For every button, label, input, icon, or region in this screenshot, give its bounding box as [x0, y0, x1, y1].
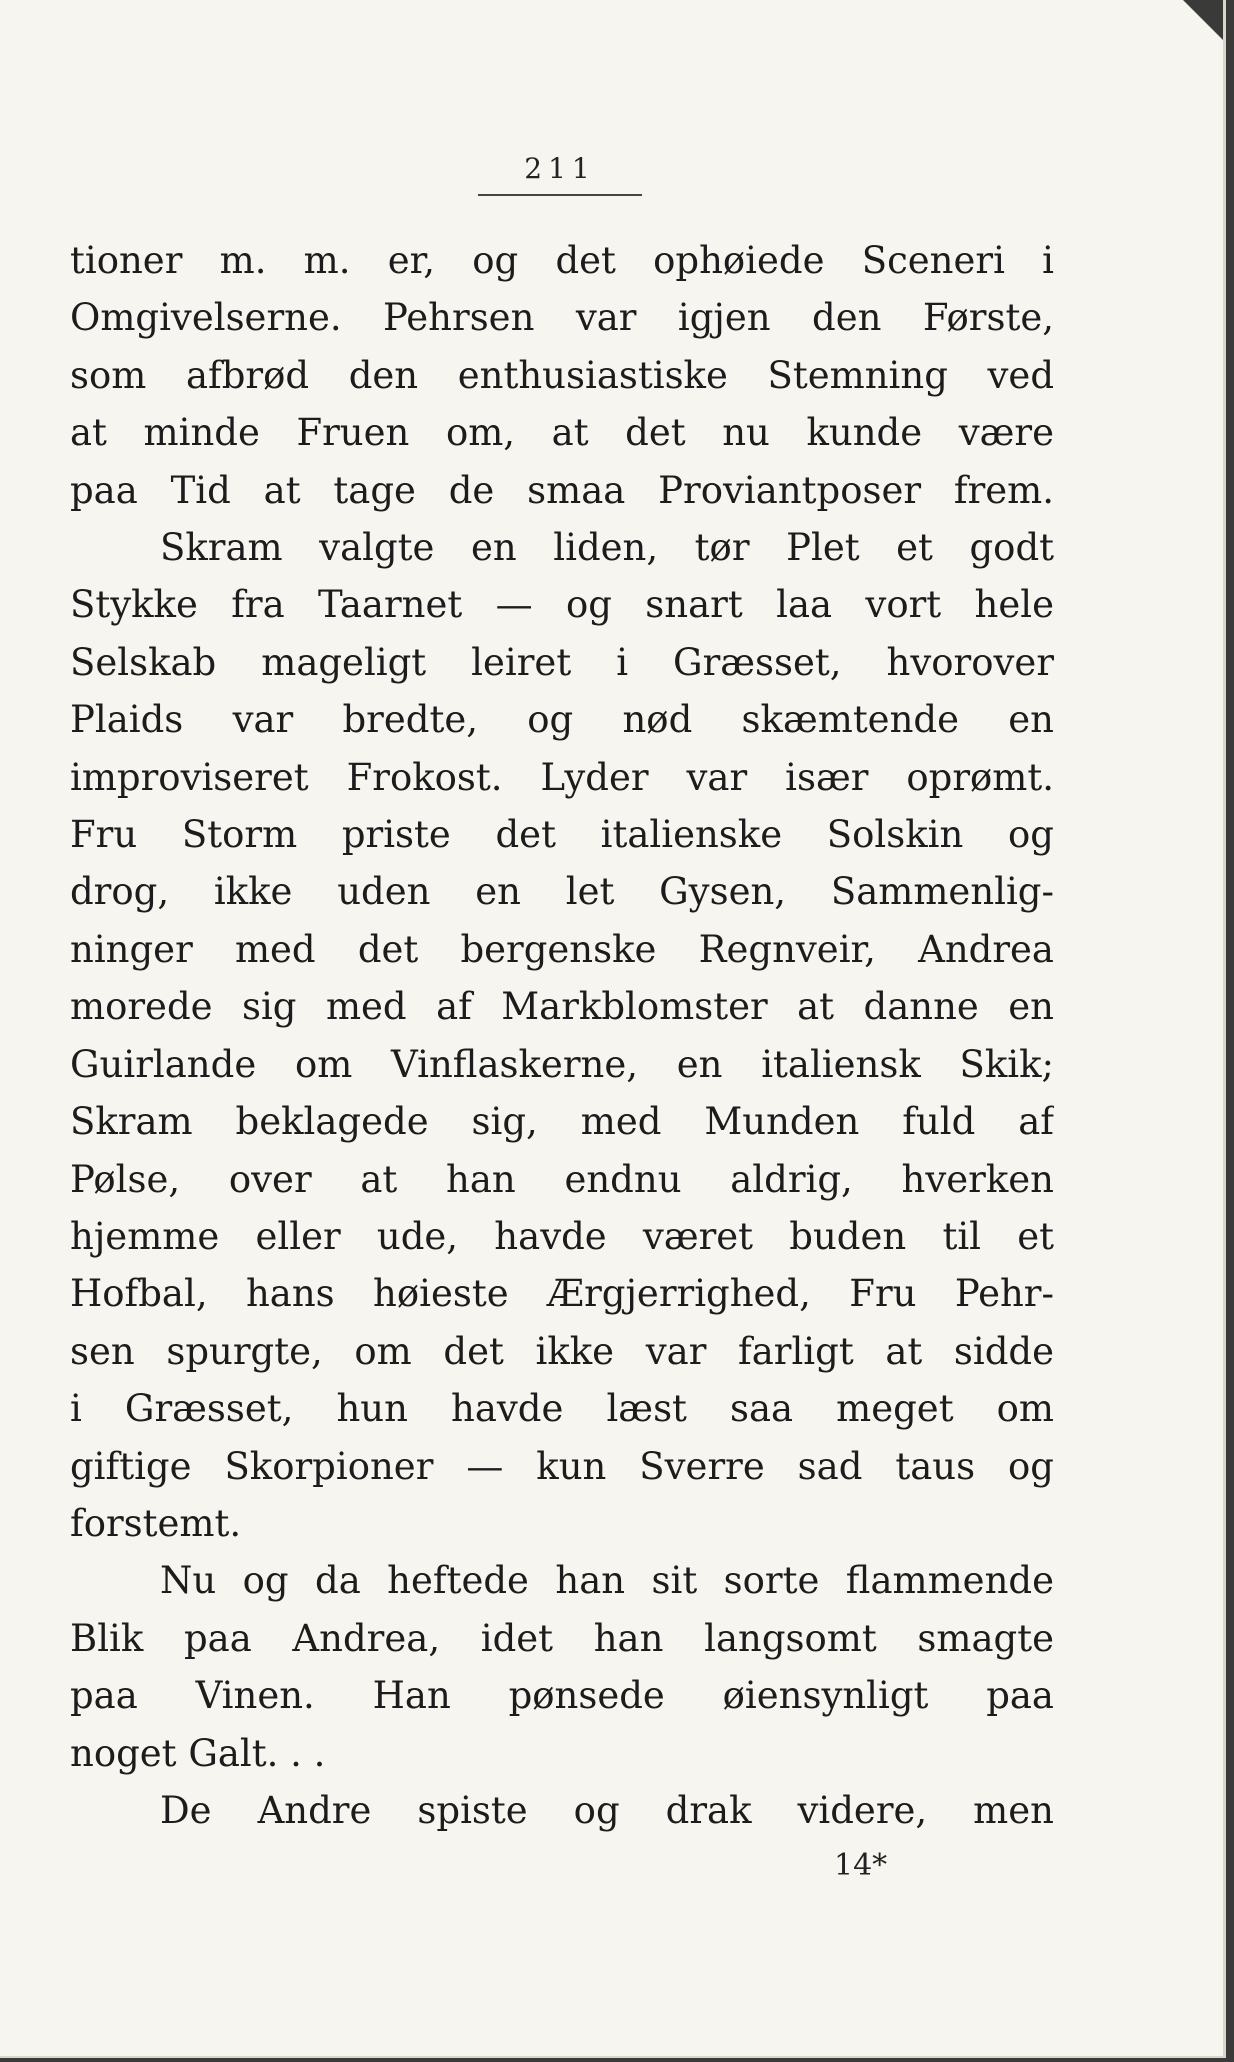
text-line: Skram valgte en liden, tør Plet et godt: [160, 526, 1054, 570]
text-line: Blik paa Andrea, idet han langsomt smagte: [70, 1616, 1054, 1660]
text-line: improviseret Frokost. Lyder var især oprømt.: [70, 755, 1054, 799]
page-number: 211: [524, 152, 596, 185]
text-line: paa Vinen. Han pønsede øiensynligt paa: [70, 1674, 1054, 1718]
text-line: som afbrød den enthusiastiske Stemning ved: [70, 353, 1054, 397]
body-text: [70, 232, 1054, 1839]
text-line: Hofbal, hans høieste Ærgjerrighed, Fru Pehr-: [70, 1272, 1054, 1316]
text-line: Plaids var bredte, og nød skæmtende en: [70, 698, 1054, 742]
text-line: forstemt.: [70, 1501, 242, 1545]
text-line: Fru Storm priste det italienske Solskin og: [70, 813, 1054, 857]
text-line: Guirlande om Vinflaskerne, en italiensk Skik;: [70, 1042, 1054, 1086]
text-line: Stykke fra Taarnet — og snart laa vort hele: [70, 583, 1054, 627]
text-line: hjemme eller ude, havde været buden til et: [70, 1214, 1054, 1258]
text-line: giftige Skorpioner — kun Sverre sad taus og: [70, 1444, 1054, 1488]
text-line: at minde Fruen om, at det nu kunde være: [70, 411, 1054, 455]
text-line: i Græsset, hun havde læst saa meget om: [70, 1387, 1054, 1431]
text-line: ninger med det bergenske Regnveir, Andrea: [70, 927, 1054, 971]
text-line: sen spurgte, om det ikke var farligt at sidde: [70, 1329, 1054, 1373]
text-line: Nu og da heftede han sit sorte flammende: [160, 1559, 1054, 1603]
text-line: morede sig med af Markblomster at danne en: [70, 985, 1054, 1029]
header-rule: [478, 194, 642, 196]
signature-mark: 14*: [834, 1848, 888, 1883]
text-line: De Andre spiste og drak videre, men: [160, 1788, 1054, 1832]
text-line: paa Tid at tage de smaa Proviantposer frem.: [70, 468, 1054, 512]
text-line: Selskab mageligt leiret i Græsset, hvorover: [70, 640, 1054, 684]
text-line: tioner m. m. er, og det ophøiede Sceneri i: [70, 239, 1054, 282]
text-line: Pølse, over at han endnu aldrig, hverken: [70, 1157, 1054, 1201]
page-corner: [1183, 0, 1223, 40]
text-line: drog, ikke uden en let Gysen, Sammenlig-: [70, 870, 1054, 914]
text-line: Omgivelserne. Pehrsen var igjen den Første,: [70, 296, 1054, 340]
text-line: Skram beklagede sig, med Munden fuld af: [70, 1100, 1054, 1144]
text-line: noget Galt. . .: [70, 1731, 326, 1775]
